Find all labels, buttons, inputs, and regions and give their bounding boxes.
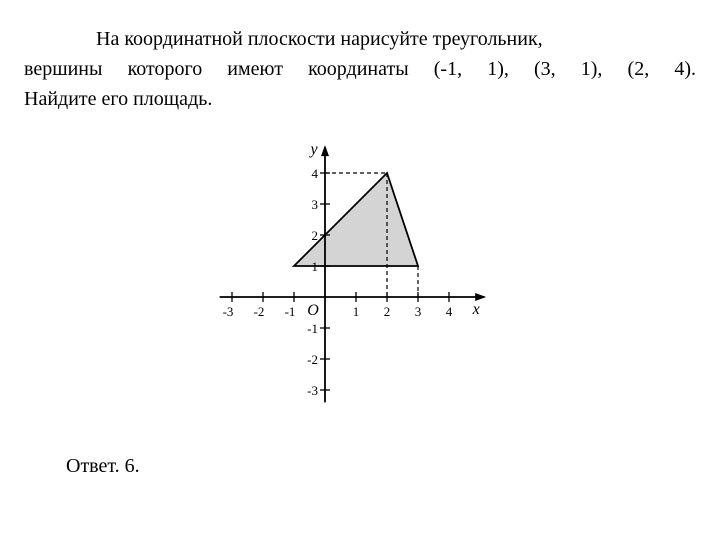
answer-text: Ответ. 6.	[66, 455, 140, 477]
y-tick-label: 1	[311, 259, 318, 274]
y-axis-arrow	[321, 145, 329, 156]
y-tick-label: 4	[311, 166, 318, 181]
x-tick-label: 2	[383, 304, 391, 319]
x-axis-label: x	[472, 301, 480, 318]
problem-line-2: вершины которого имеют координаты (-1, 1), (3, 1), (2, 4).	[24, 58, 696, 80]
triangle	[294, 173, 418, 266]
y-tick-label: -1	[307, 321, 318, 336]
problem-line-1: На координатной плоскости нарисуйте треугольник,	[96, 28, 543, 50]
x-axis-arrow	[475, 293, 486, 301]
x-tick-label: 3	[414, 304, 422, 319]
y-tick-label: -2	[307, 352, 318, 367]
coordinate-plane-figure	[200, 130, 500, 410]
x-tick-label: -1	[284, 304, 296, 319]
y-tick-label: -3	[307, 383, 318, 398]
y-tick-label: 3	[311, 197, 318, 212]
y-axis-label: y	[310, 141, 318, 159]
y-tick-label: 2	[311, 228, 318, 243]
problem-line-3: Найдите его площадь.	[24, 88, 213, 110]
origin-label: O	[307, 302, 319, 319]
problem-statement	[24, 24, 696, 114]
x-tick-label: 1	[352, 304, 360, 319]
x-tick-label: -2	[253, 304, 265, 319]
x-tick-label: 4	[445, 304, 453, 319]
x-tick-label: -3	[222, 304, 234, 319]
